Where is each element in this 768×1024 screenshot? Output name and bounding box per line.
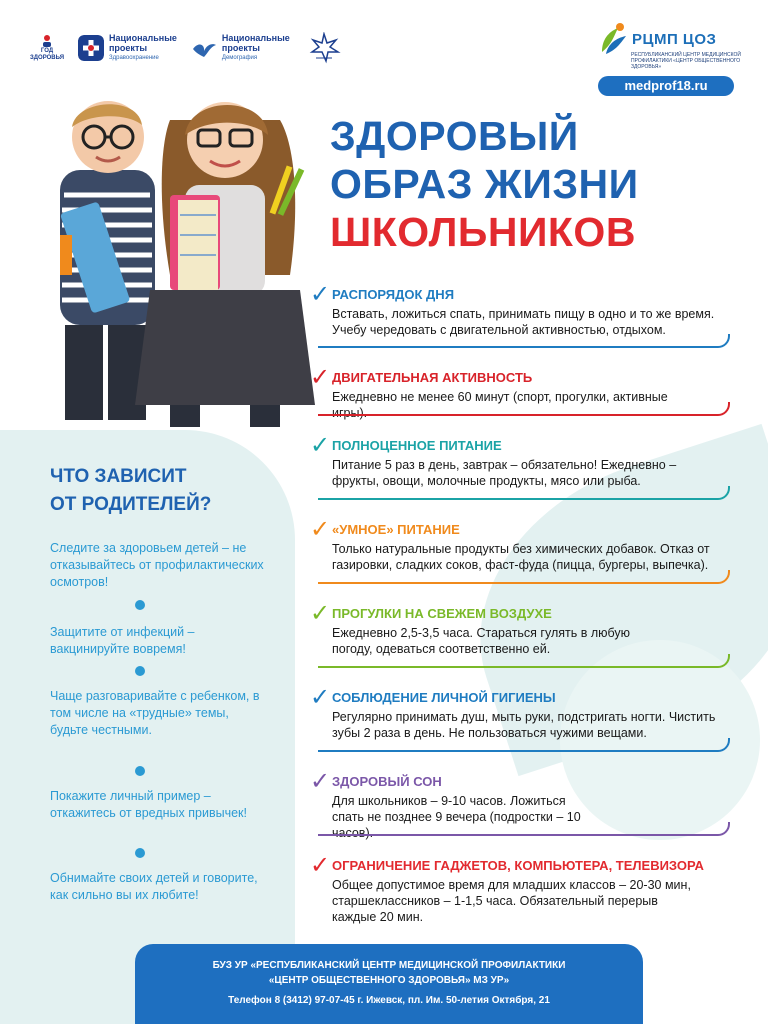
tip-heading: ПОЛНОЦЕННОЕ ПИТАНИЕ (332, 438, 502, 453)
girl-figure (135, 102, 315, 427)
tip-item-smart-nutrition (310, 516, 730, 592)
national-projects-demography-logo (191, 33, 290, 63)
tip-heading: ПРОГУЛКИ НА СВЕЖЕМ ВОЗДУХЕ (332, 606, 552, 621)
parents-heading-line-2: ОТ РОДИТЕЛЕЙ? (50, 494, 212, 515)
tip-item-hygiene (310, 684, 730, 760)
tip-item-walks (310, 600, 730, 676)
footer-org-line-1: БУЗ УР «РЕСПУБЛИКАНСКИЙ ЦЕНТР МЕДИЦИНСКОЙ ПРОФИЛАКТИКИ (212, 960, 566, 971)
checkmark-icon: ✓ (310, 516, 331, 543)
underline-decoration (318, 486, 730, 500)
tip-text: Питание 5 раз в день, завтрак – обязательно! Ежедневно – фрукты, овощи, молочные продукты, мясо или рыба. (332, 458, 677, 488)
tip-bullet (135, 848, 145, 858)
checkmark-icon: ✓ (310, 852, 331, 879)
tip-text: Для школьников – 9-10 часов. Ложиться спать не позднее 9 вечера (подростки – 10 часов). (332, 794, 581, 840)
tip-text: Ежедневно 2,5-3,5 часа. Стараться гулять в любую погоду, одеваться соответственно ей. (332, 626, 631, 656)
underline-decoration (318, 334, 730, 348)
tip-heading: ЗДОРОВЫЙ СОН (332, 774, 442, 789)
tip-item-gadgets (310, 852, 730, 928)
tip-bullet (135, 666, 145, 676)
checkmark-icon: ✓ (310, 768, 331, 795)
tip-item-sleep (310, 768, 730, 844)
title-line-2: ОБРАЗ ЖИЗНИ (330, 161, 639, 207)
tip-heading: РАСПОРЯДОК ДНЯ (332, 287, 455, 302)
underline-decoration (318, 570, 730, 584)
year-logo-text: ГОД ЗДОРОВЬЯ (30, 48, 65, 61)
checkmark-icon: ✓ (310, 684, 331, 711)
parent-tip: Покажите личный пример – откажитесь от вредных привычек! (50, 789, 247, 820)
rcmp-subtitle: РЕСПУБЛИКАНСКИЙ ЦЕНТР МЕДИЦИНСКОЙ ПРОФИЛАКТИКИ «ЦЕНТР ОБЩЕСТВЕННОГО ЗДОРОВЬЯ» (631, 52, 741, 70)
footer (135, 944, 643, 1024)
underline-decoration (318, 402, 730, 416)
main-title (330, 112, 639, 256)
national-projects-health-logo (78, 33, 177, 63)
tip-text: Ежедневно не менее 60 минут (спорт, прогулки, активные игры). (332, 390, 668, 420)
footer-org-line-2: «ЦЕНТР ОБЩЕСТВЕННОГО ЗДОРОВЬЯ» МЗ УР» (268, 975, 510, 986)
checkmark-icon: ✓ (310, 281, 331, 308)
schoolchildren-illustration (20, 85, 320, 430)
star-emblem-icon (304, 32, 344, 64)
medical-cross-icon (78, 35, 104, 61)
tip-heading: СОБЛЮДЕНИЕ ЛИЧНОЙ ГИГИЕНЫ (332, 690, 556, 705)
parent-tip: Обнимайте своих детей и говорите, как сильно вы их любите! (50, 871, 258, 902)
rcmp-title: РЦМП ЦОЗ (632, 30, 717, 48)
np2-line2: проекты (221, 43, 260, 53)
tip-heading: ОГРАНИЧЕНИЕ ГАДЖЕТОВ, КОМПЬЮТЕРА, ТЕЛЕВИЗОРА (332, 858, 704, 873)
parent-tip: Следите за здоровьем детей – не отказывайтесь от профилактических осмотров! (50, 541, 264, 589)
parents-heading-line-1: ЧТО ЗАВИСИТ (50, 466, 187, 487)
tip-text: Регулярно принимать душ, мыть руки, подстригать ногти. Чистить зубы 2 раза в день. Не пользоваться чужими вещами. (332, 710, 716, 740)
parents-heading (50, 463, 211, 519)
checkmark-icon: ✓ (310, 364, 331, 391)
rcmp-logo (598, 22, 741, 94)
underline-decoration (318, 822, 730, 836)
title-line-1: ЗДОРОВЫЙ (330, 113, 579, 159)
np1-subtitle: Здравоохранение (109, 55, 159, 61)
tip-heading: «УМНОЕ» ПИТАНИЕ (332, 522, 460, 537)
checkmark-icon: ✓ (310, 432, 331, 459)
underline-decoration (318, 738, 730, 752)
tip-item-schedule (310, 281, 730, 357)
tip-heading: ДВИГАТЕЛЬНАЯ АКТИВНОСТЬ (332, 370, 533, 385)
underline-decoration (318, 654, 730, 668)
year-of-health-logo (30, 34, 64, 62)
np1-line2: проекты (109, 43, 148, 53)
np2-subtitle: Демография (221, 55, 258, 61)
parent-tip: Чаще разговаривайте с ребенком, в том числе на «трудные» темы, будьте честными. (50, 689, 260, 737)
website-link[interactable]: medprof18.ru (598, 76, 734, 96)
footer-contacts: Телефон 8 (3412) 97-07-45 г. Ижевск, пл. Им. 50-летия Октября, 21 (228, 995, 550, 1006)
bird-icon (191, 35, 217, 61)
partner-logos (30, 28, 344, 68)
parent-tip: Защитите от инфекций – вакцинируйте вовремя! (50, 625, 195, 656)
np2-line1: Национальные (221, 33, 290, 43)
tip-item-activity (310, 364, 730, 425)
rcmp-leaf-icon (598, 22, 628, 56)
title-line-3: ШКОЛЬНИКОВ (330, 209, 636, 255)
tip-bullet (135, 766, 145, 776)
tip-item-nutrition (310, 432, 730, 508)
tip-text: Только натуральные продукты без химических добавок. Отказ от газировки, сладких соков, фаст-фуда (пицца, бургеры, выпечка). (332, 542, 710, 572)
checkmark-icon: ✓ (310, 600, 331, 627)
tip-text: Общее допустимое время для младших классов – 20-30 мин, старшеклассников – 1-1,5 часа. Обязательный перерыв каждые 20 мин. (332, 878, 691, 924)
tip-bullet (135, 600, 145, 610)
tip-text: Вставать, ложиться спать, принимать пищу в одно и то же время. Учебу чередовать с двигательной активностью, отдыхом. (332, 307, 715, 337)
np1-line1: Национальные (109, 33, 177, 43)
year-logo-icon (40, 34, 54, 48)
